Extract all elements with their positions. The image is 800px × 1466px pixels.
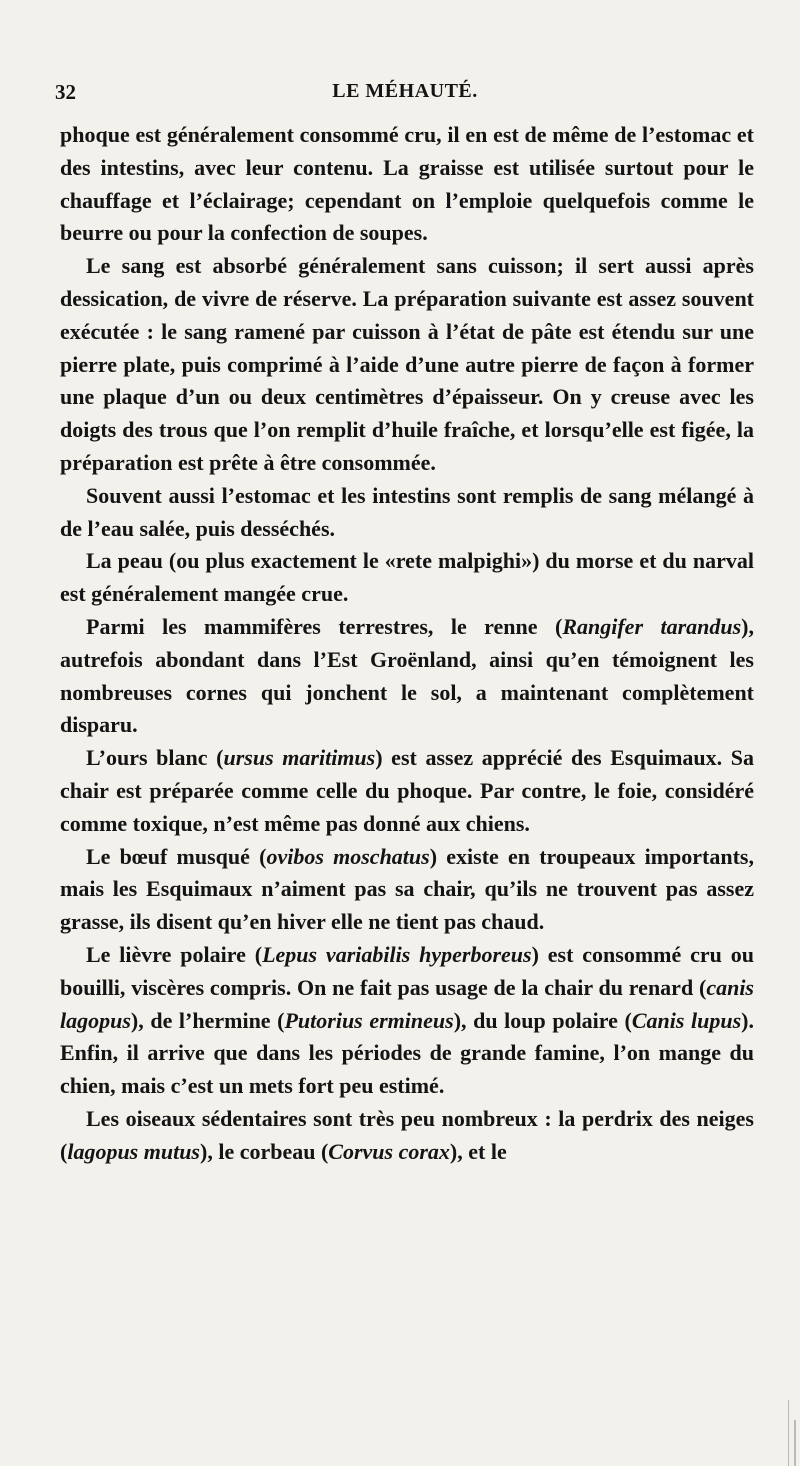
text-run: Les oiseaux sédentaires sont très peu nombreux : la perdrix des neiges ( [60,1105,754,1164]
text-run: ) est consommé cru ou bouilli, viscères compris. On ne fait pas usage de la chair du renard ( [60,941,754,1000]
text-run: ), et le [449,1138,507,1164]
running-title: LE MÉHAUTÉ. [332,80,478,102]
species-name: lagopus mutus [67,1138,200,1164]
scan-edge-mark [788,1400,789,1466]
paragraph [60,841,754,939]
scan-edge-mark [794,1420,796,1466]
text-run: ), autrefois abondant dans l’Est Groënland, ainsi qu’en témoignent les nombreuses cornes qui jonchent le sol, a maintenant complètement disparu. [60,613,754,738]
text-run: ) est assez apprécié des Esquimaux. Sa chair est préparée comme celle du phoque. Par contre, le foie, considéré comme toxique, n’est même pas donné aux chiens. [60,745,755,836]
paragraph [60,119,754,250]
species-name: ovibos moschatus [266,843,430,869]
paragraph [60,1103,754,1169]
text-run: L’ours blanc ( [86,745,224,771]
text-run: ), le corbeau ( [200,1138,329,1164]
paragraph [60,545,754,611]
text-run: Le sang est absorbé généralement sans cuisson; il sert aussi après dessication, de vivre de réserve. La préparation suivante est assez souvent exécutée : le sang ramené par cuisson à l’état de pâte est étendu sur une pierre plate, puis comprimé à l’aide d’une autre pierre de façon à former une plaque d’un ou deux centimètres d’épaisseur. On y creuse avec les doigts des trous que l’on remplit d’huile fraîche, et lorsqu’elle est figée, la préparation est prête à être consommée. [60,253,754,475]
text-run: ) existe en troupeaux importants, mais les Esquimaux n’aiment pas sa chair, qu’ils ne trouvent pas assez grasse, ils disent qu’en hiver elle ne tient pas chaud. [60,843,754,935]
species-name: Lepus variabilis hyperboreus [262,941,532,967]
text-run: ). Enfin, il arrive que dans les périodes de grande famine, l’on mange du chien, mais c’est un mets fort peu estimé. [60,1007,754,1099]
species-name: Putorius ermineus [284,1007,454,1033]
body-text [60,119,754,1169]
species-name: Corvus corax [328,1138,450,1164]
text-run: Parmi les mammifères terrestres, le renne ( [86,613,563,639]
text-run: Le bœuf musqué ( [86,843,267,869]
text-run: La peau (ou plus exactement le «rete malpighi») du morse et du narval est généralement mangée crue. [60,548,754,607]
paragraph [60,939,754,1103]
text-run: ), de l’hermine ( [130,1007,285,1033]
species-name: canis lagopus [60,974,754,1033]
text-run: Souvent aussi l’estomac et les intestins sont remplis de sang mélangé à de l’eau salée, puis desséchés. [60,482,754,541]
text-run: phoque est généralement consommé cru, il en est de même de l’estomac et des intestins, avec leur contenu. La graisse est utilisée surtout pour le chauffage et l’éclairage; cependant on l’emploie quelquefois comme le beurre ou pour la confection de soupes. [60,122,754,246]
paragraph [60,611,754,742]
text-run: Le lièvre polaire ( [86,941,263,967]
page-number: 32 [55,80,76,104]
text-run: ), du loup polaire ( [453,1007,632,1033]
species-name: ursus maritimus [223,745,376,771]
paragraph [60,250,754,480]
species-name: Canis lupus [631,1007,742,1033]
paragraph [60,480,754,546]
species-name: Rangifer tarandus [562,613,742,639]
page-header [55,80,755,110]
paragraph [60,742,754,840]
